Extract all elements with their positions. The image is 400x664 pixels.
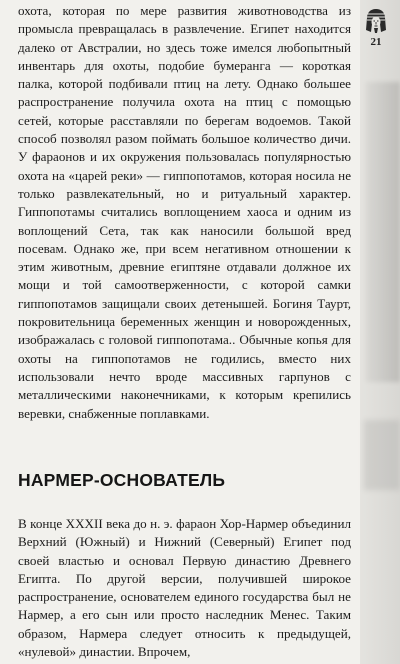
- pharaoh-head-icon: [364, 8, 388, 34]
- paragraph: В конце XXXII века до н. э. фараон Хор-Нармер объединил Верхний (Южный) и Нижний (Северный) Египет под своей властью и основал Первую династию Древнего Египта. По другой версии, получившей широкое распространение, основателем единого государства был не Нармер, а его сын или просто наследник Менес. Таким образом, Нармера следует относить к предыдущей, «нулевой» династии. Впрочем,: [18, 516, 351, 660]
- bleed-through-shadow: [364, 420, 400, 490]
- page-number: 21: [370, 36, 382, 48]
- paragraph: охота, которая по мере развития животноводства из промысла превращалась в развлечение. Египет находится далеко от Австралии, но здесь тоже имелся любопытный инвентарь для охоты, подобие бумеранга — короткая палка, которой подбивали птиц на лету. Однако большее распространение получила охота на птиц с помощью сетей, которые расставляли по берегам водоемов. Такой способ позволял разом поймать большое количество дичи. У фараонов и их окружения пользовалась популярностью охота на «царей реки» — гиппопотамов, которая носила не только развлекательный, но и ритуальный характер. Гиппопотамы считались воплощением хаоса и одним из воплощений Сета, так как наносили большой вред посевам. Однако же, при всем негативном отношении к этим животным, древние египтяне отдавали должное их мощи и той самоотверженности, с которой самки гиппопотамов защищали своих детенышей. Богиня Таурт, покровительница беременных женщин и новорожденных, изображалась с головой гиппопотама.. Обычные копья для охоты на гиппопотамов не годились, вместо них использовали нечто вроде массивных гарпунов с металлическими наконечниками, к которым крепились веревки, снабженные поплавками.: [18, 3, 351, 421]
- section-heading: НАРМЕР-ОСНОВАТЕЛЬ: [18, 470, 226, 490]
- page-gutter-shadow: [360, 0, 400, 664]
- bleed-through-shadow: [366, 82, 400, 382]
- running-header: [360, 8, 392, 48]
- section-body-text: [18, 515, 351, 661]
- body-text: [18, 2, 351, 423]
